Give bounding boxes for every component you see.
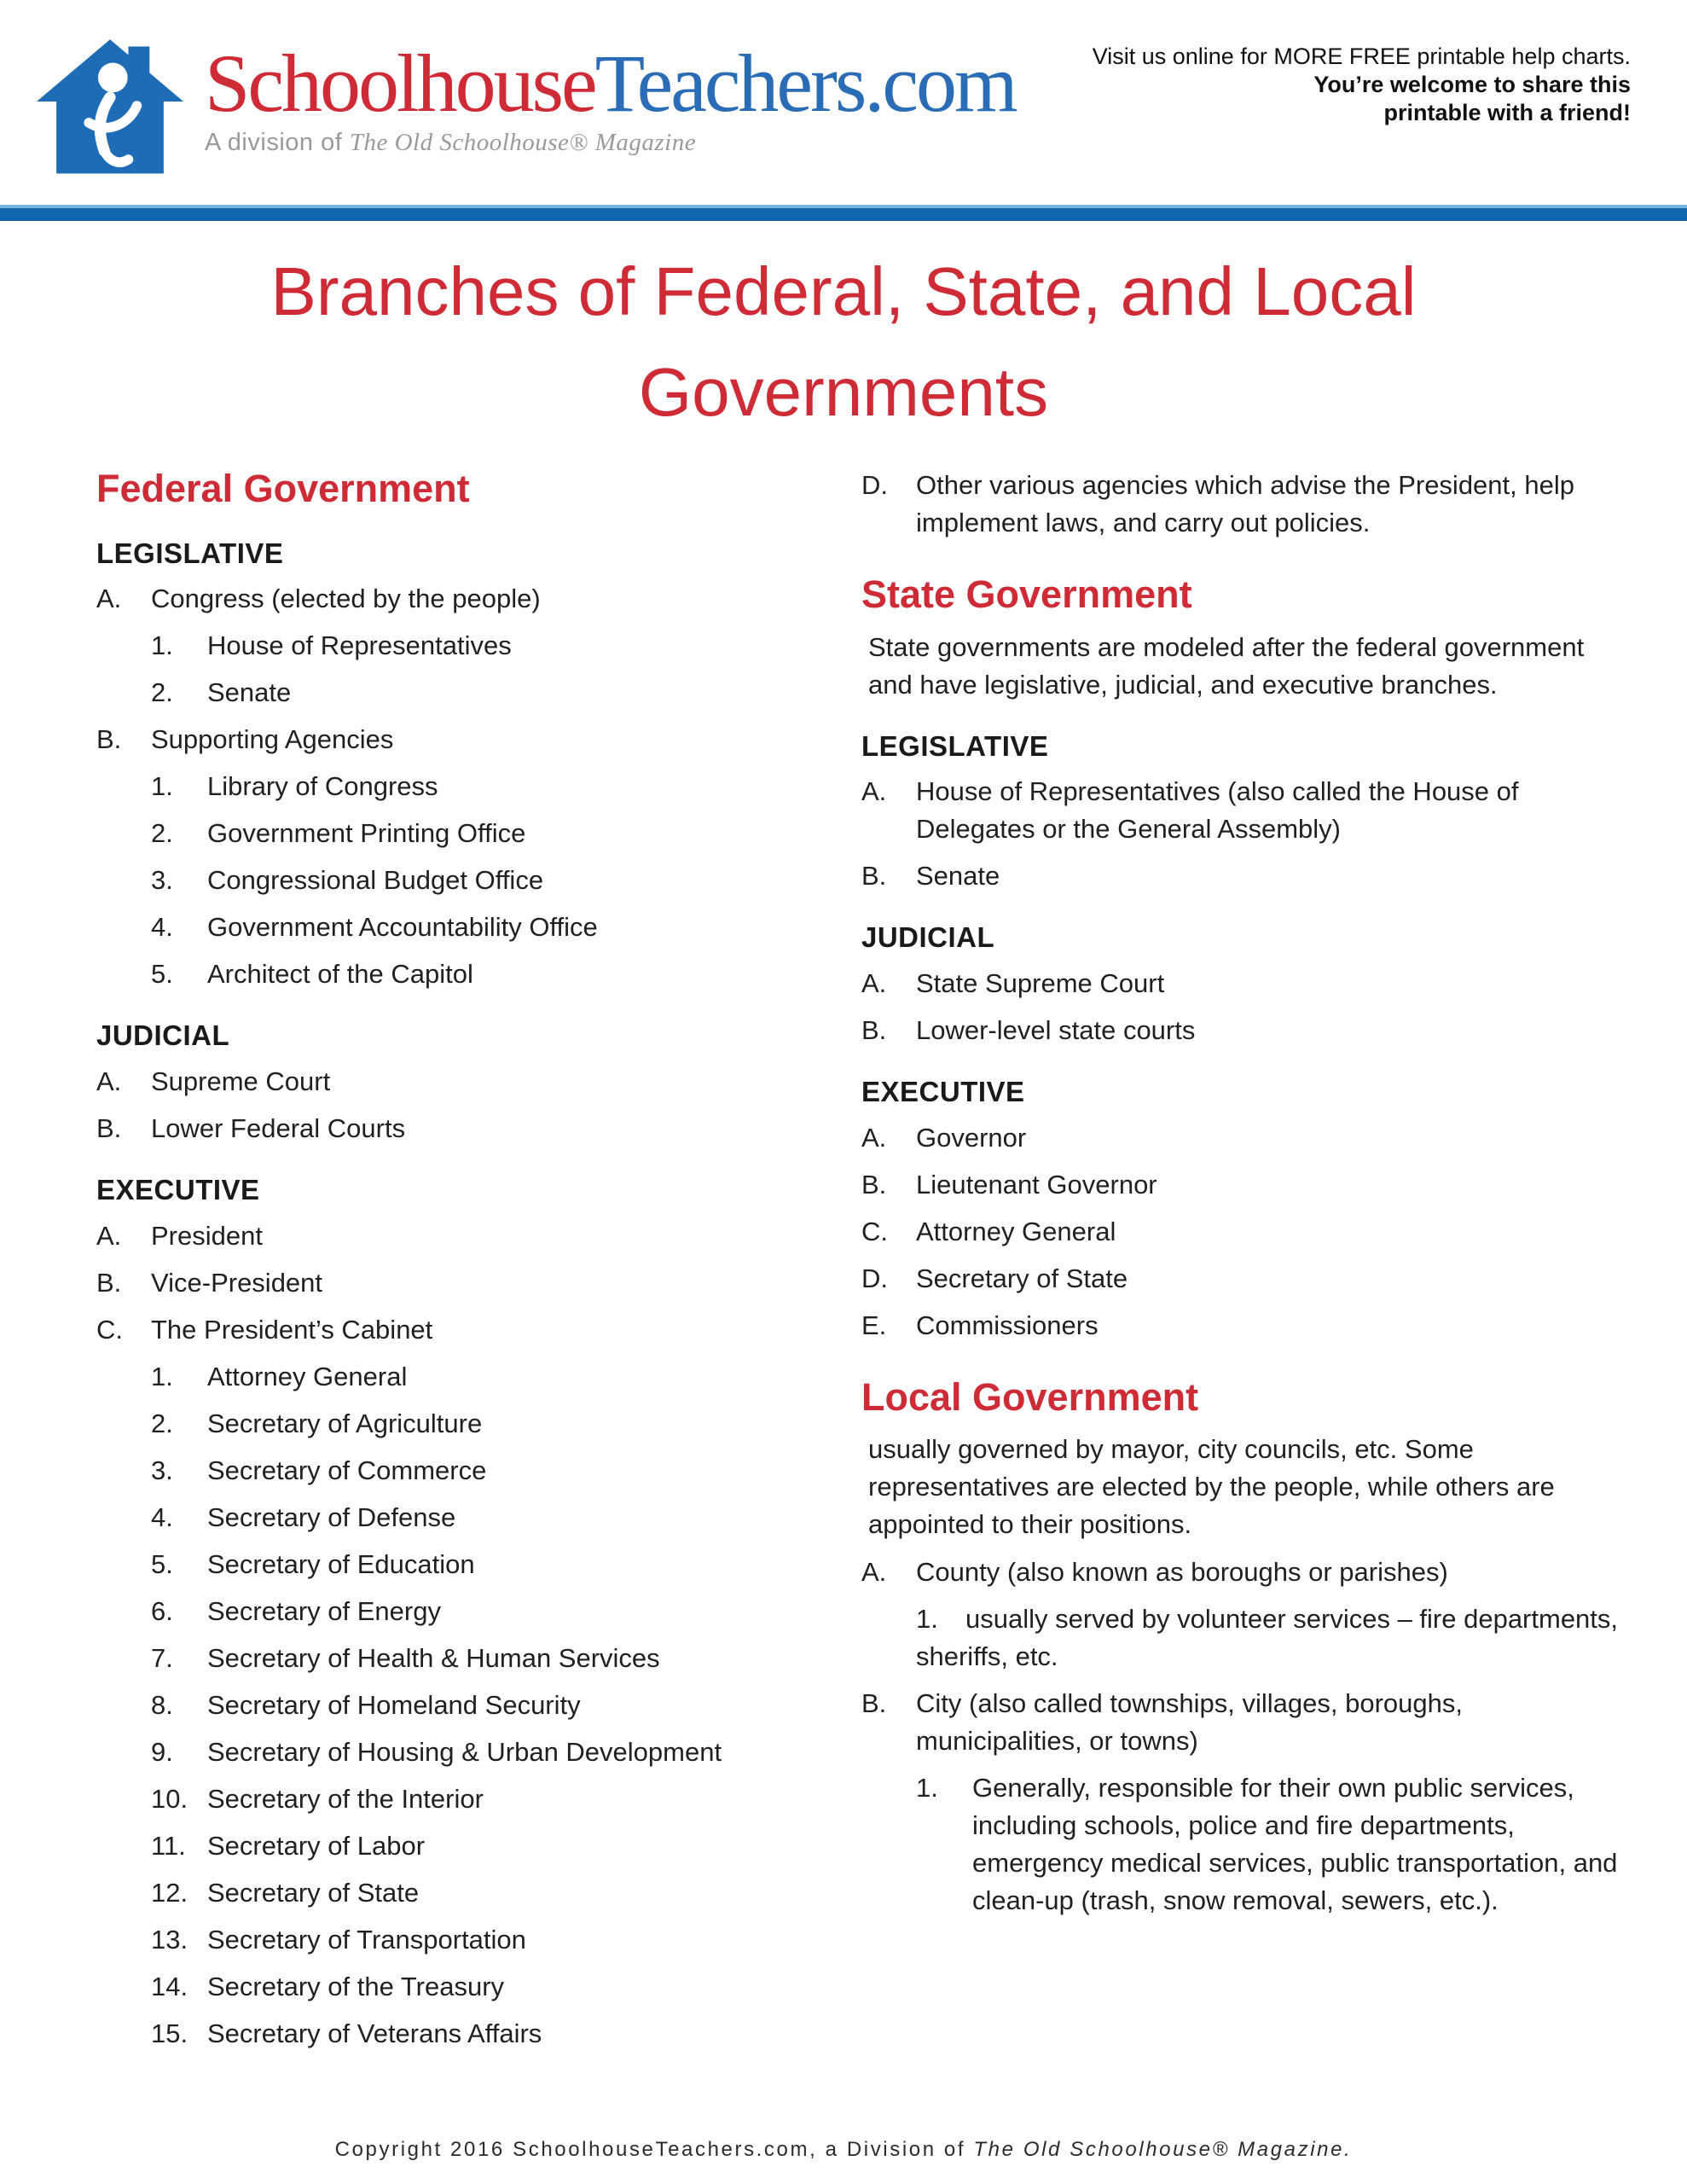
page-title [51,241,1636,443]
section-intro-paragraph: State governments are modeled after the federal government and have legislative, judicial, and executive branches. [868,631,1585,700]
item-marker: B. [96,1267,122,1298]
subheading-judicial: JUDICIAL [861,921,995,954]
item-marker: A. [96,584,122,614]
section-intro-paragraph: usually governed by mayor, city councils, etc. Some representatives are elected by the people, while others are appointed to their positions. [868,1434,1555,1540]
item-text: Commissioners [916,1310,1099,1340]
item-text: Senate [916,861,1000,892]
section-heading-local-government: Local Government [861,1374,1199,1419]
item-marker: B. [96,1112,122,1143]
content-columns [0,443,1687,2062]
tagline-prefix: A division of [205,128,350,156]
item-marker: 4. [151,1502,173,1532]
item-marker: 7. [151,1642,173,1673]
outline-item [861,467,1631,542]
item-text: Secretary of Energy [207,1595,441,1626]
item-marker: 6. [151,1595,173,1626]
outline-item [861,1260,1631,1298]
outline-item [916,1769,1631,1920]
outline-item [151,1827,821,1865]
subheading-legislative: LEGISLATIVE [96,537,284,569]
item-text: Secretary of Transportation [207,1924,526,1955]
item-text: Supporting Agencies [151,724,394,755]
outline-item [861,773,1631,848]
item-text: Secretary of Agriculture [207,1408,483,1438]
outline-item [96,580,821,618]
outline-item [96,1264,821,1302]
item-marker: D. [861,470,888,500]
item-marker: 5. [151,959,173,990]
item-marker: A. [861,1122,887,1153]
outline-item [151,815,821,852]
promo-line-1: Visit us online for MORE FREE printable help charts. [1092,44,1631,69]
item-marker: 1. [151,630,173,661]
item-marker: 2. [151,1408,173,1438]
outline-item [151,1687,821,1724]
outline-item [151,1358,821,1396]
outline-item [96,721,821,758]
item-text: President [151,1220,263,1251]
item-text: Attorney General [207,1361,408,1391]
outline-item [96,1110,821,1147]
divider-bar [0,205,1687,221]
header [0,0,1687,205]
logo-text [205,34,1016,157]
copyright-text: Copyright 2016 SchoolhouseTeachers.com, a Division of [334,2138,974,2161]
item-marker: A. [861,967,887,998]
item-marker: B. [861,1169,887,1199]
outline-item [861,857,1631,895]
item-text: Other various agencies which advise the President, help implement laws, and carry out policies. [916,470,1574,537]
subheading-legislative: LEGISLATIVE [861,729,1049,762]
promo-line-2: You’re welcome to share this [1313,72,1631,97]
item-marker: E. [861,1310,887,1340]
outline-item [151,1546,821,1583]
section-heading-federal-government: Federal Government [96,467,470,510]
item-marker: A. [96,1220,122,1251]
item-marker: 3. [151,865,173,896]
outline-item [861,1012,1631,1049]
outline-item [151,1874,821,1912]
item-marker: 2. [151,677,173,708]
item-marker: A. [96,1066,122,1096]
item-marker: B. [861,1688,887,1719]
item-text: Secretary of Homeland Security [207,1689,581,1720]
item-marker: B. [861,1014,887,1045]
item-text: Vice-President [151,1267,323,1298]
outline-item [861,1554,1631,1591]
item-marker: 1. [916,1604,938,1635]
item-marker: 12. [151,1877,188,1908]
page-title-line-2: Governments [638,354,1049,430]
outline-item [861,1213,1631,1251]
outline-item [96,1311,821,1349]
copyright-footer [0,2138,1687,2162]
left-column [96,467,821,2062]
item-marker: 8. [151,1689,173,1720]
item-marker: 14. [151,1971,188,2001]
outline-item [151,1452,821,1490]
item-marker: A. [861,776,887,807]
item-text: Secretary of Health & Human Services [207,1642,660,1673]
item-text: Attorney General [916,1216,1116,1246]
outline-item [861,1307,1631,1345]
subheading-judicial: JUDICIAL [96,1019,230,1052]
item-marker: 15. [151,2018,188,2048]
item-marker: 11. [151,1830,186,1861]
item-marker: 13. [151,1924,188,1955]
schoolhouse-house-icon [32,34,188,177]
item-text: Lower-level state courts [916,1014,1196,1045]
outline-item [96,1217,821,1255]
outline-item [151,1640,821,1677]
item-text: State Supreme Court [916,967,1165,998]
item-marker: 4. [151,912,173,943]
brand-name [205,38,1016,129]
item-text: Secretary of Labor [207,1830,426,1861]
outline-item [151,909,821,946]
item-text: Government Printing Office [207,818,526,849]
item-marker: 9. [151,1736,173,1767]
item-marker: C. [861,1216,888,1246]
outline-item [151,1405,821,1443]
outline-item [151,956,821,993]
item-marker: B. [96,724,122,755]
item-text: Senate [207,677,292,708]
logo-tagline [205,129,1016,157]
item-marker: 1. [151,771,173,802]
outline-item [96,1063,821,1101]
page-title-line-1: Branches of Federal, State, and Local [270,253,1417,329]
item-text: Architect of the Capitol [207,959,473,990]
outline-item [151,674,821,712]
right-column [861,467,1631,2062]
item-text: Library of Congress [207,771,438,802]
outline-item [151,1593,821,1630]
item-text: Secretary of State [207,1877,420,1908]
item-text: Secretary of the Treasury [207,1971,505,2001]
item-text: Secretary of Commerce [207,1455,487,1485]
copyright-magazine: The Old Schoolhouse® Magazine. [973,2138,1353,2161]
subheading-executive: EXECUTIVE [96,1173,260,1205]
item-text: Secretary of Education [207,1548,475,1579]
item-text: County (also known as boroughs or parishes) [916,1557,1448,1588]
item-marker: 5. [151,1548,173,1579]
promo-line-3: printable with a friend! [1383,100,1631,125]
item-text: Lower Federal Courts [151,1112,406,1143]
item-text: Lieutenant Governor [916,1169,1157,1199]
item-text: Secretary of Housing & Urban Development [207,1736,722,1767]
item-text: Supreme Court [151,1066,331,1096]
outline-item [861,1600,1631,1676]
outline-item [861,965,1631,1002]
outline-item [151,1780,821,1818]
item-text: Secretary of the Interior [207,1783,484,1814]
outline-item [151,1921,821,1959]
subheading-executive: EXECUTIVE [861,1075,1025,1107]
item-text: City (also called townships, villages, boroughs, municipalities, or towns) [916,1688,1463,1757]
item-text: Generally, responsible for their own public services, including schools, police and fire departments, emergency medical services, public transportation, and clean-up (trash, snow removal, sewers, etc.). [972,1773,1618,1916]
item-marker: C. [96,1314,123,1345]
tagline-magazine: The Old Schoolhouse® Magazine [349,128,697,156]
outline-item [151,2015,821,2053]
item-text: House of Representatives (also called the House of Delegates or the General Assembly) [916,776,1519,845]
outline-item [151,1968,821,2006]
outline-item [861,1119,1631,1157]
item-marker: B. [861,861,887,892]
item-marker: 10. [151,1783,188,1814]
item-marker: 1. [916,1773,938,1804]
brand-teachers-com: Teachers.com [594,38,1016,129]
item-text: Secretary of Defense [207,1502,456,1532]
item-marker: 2. [151,818,173,849]
item-marker: D. [861,1263,888,1293]
brand-schoolhouse: Schoolhouse [205,38,595,129]
item-text: Governor [916,1122,1027,1153]
outline-item [151,1734,821,1771]
logo [32,34,1016,177]
outline-item [151,768,821,805]
outline-item [861,1166,1631,1204]
outline-item [861,1685,1631,1760]
item-text: Government Accountability Office [207,912,598,943]
promo-text [1093,43,1631,127]
item-marker: 3. [151,1455,173,1485]
outline-item [151,1499,821,1536]
item-text: Congress (elected by the people) [151,584,541,614]
item-text: Congressional Budget Office [207,865,544,896]
item-text: Secretary of State [916,1263,1128,1293]
item-text: usually served by volunteer services – fire departments, sheriffs, etc. [916,1604,1619,1672]
section-heading-state-government: State Government [861,572,1192,616]
item-text: House of Representatives [207,630,512,661]
item-marker: 1. [151,1361,173,1391]
outline-item [151,627,821,665]
item-text: The President’s Cabinet [151,1314,433,1345]
outline-item [151,862,821,899]
item-marker: A. [861,1557,887,1588]
item-text: Secretary of Veterans Affairs [207,2018,542,2048]
